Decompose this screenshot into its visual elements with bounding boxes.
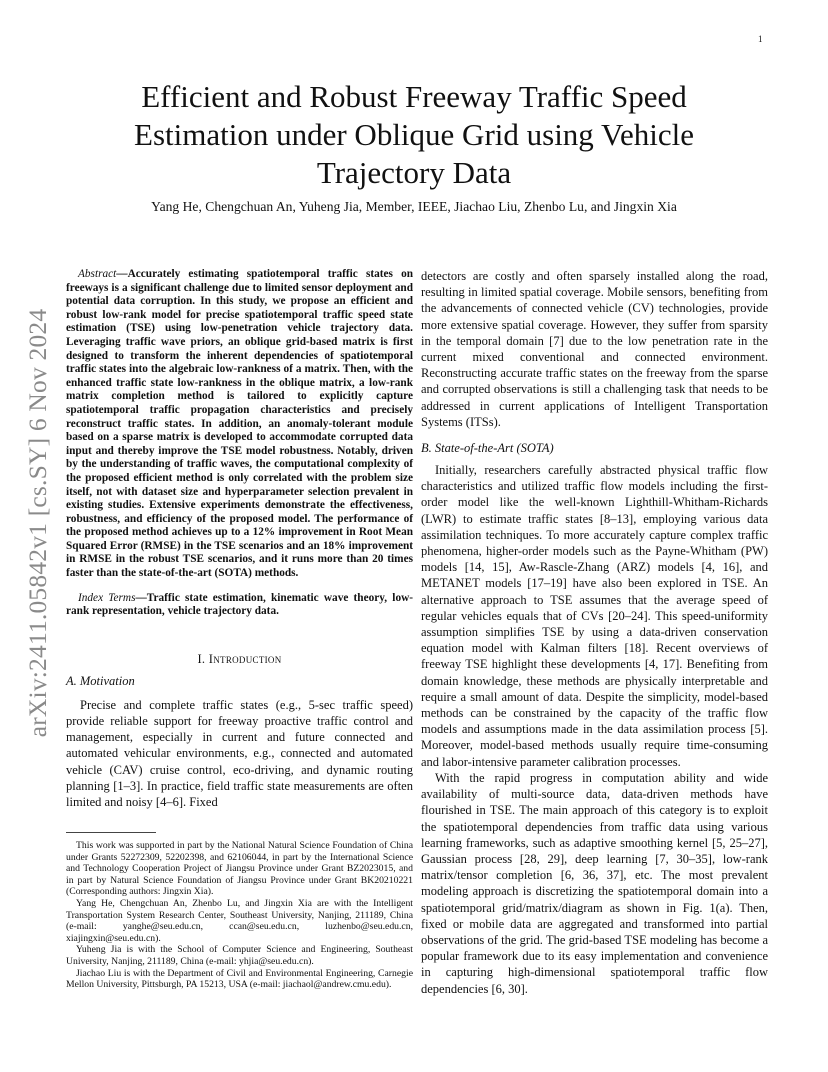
abstract-label: Abstract (78, 268, 117, 280)
subsection-heading-motivation: A. Motivation (66, 673, 135, 688)
index-terms-label: Index Terms (78, 591, 136, 604)
paper-title: Efficient and Robust Freeway Traffic Speed Estimation under Oblique Grid using Vehicle Trajectory Data (134, 79, 694, 190)
abstract (66, 268, 413, 581)
page-number: 1 (758, 34, 763, 44)
subsection-heading-sota: B. State-of-the-Art (SOTA) (421, 441, 554, 456)
footnote-affiliation-seu-its: Yang He, Chengchuan An, Zhenbo Lu, and Jingxin Xia are with the Intelligent Transportation System Research Center, Southeast University, Nanjing, 211189, China (e-mail: yanghe@seu.edu.cn, ccan@seu.edu.cn, luzhenbo@seu.edu.cn, xiajingxin@seu.edu.cn). (66, 897, 413, 944)
author-list: Yang He, Chengchuan An, Yuheng Jia, Member, IEEE, Jiachao Liu, Zhenbo Lu, and Jingxin Xia (151, 199, 677, 214)
paragraph-motivation: Precise and complete traffic states (e.g., 5-sec traffic speed) provide reliable support for freeway proactive traffic control and management, especially in current and future connected and automated vehicular environments, e.g., connected and automated vehicle (CAV) cruise control, eco-driving, and dynamic routing planning [1–3]. In practice, field traffic state measurements are often limited and noisy [4–6]. Fixed (66, 697, 413, 810)
paragraph-motivation-continued: detectors are costly and often sparsely installed along the road, resulting in limited spatial coverage. Mobile sensors, benefiting from the advancements of connected vehicle (CV) technologies, provide more extensive spatial coverage. However, they suffer from sparsity in the temporal domain [7] due to the low penetration rate in the current mixed conventional and connected environment. Reconstructing accurate traffic states on the freeway from the sparse and corrupted observations is still a challenging task that needs to be addressed in current applications of Intelligent Transportation Systems (ITSs). (421, 269, 768, 429)
left-column (66, 268, 413, 810)
footnotes (66, 840, 413, 991)
right-column (421, 268, 768, 997)
arxiv-identifier-watermark (18, 288, 58, 758)
footnote-funding: This work was supported in part by the National Natural Science Foundation of China under Grants 52272309, 52202398, and 62106044, in part by the International Science and Technology Cooperation Project of Jiangsu Province under Grant BZ2023015, and in part by Natural Science Foundation of Jiangsu Province under Grant BK20210221 (Corresponding authors: Jingxin Xia). (66, 840, 413, 898)
index-terms-text: —Traffic state estimation, kinematic wave theory, low-rank representation, vehicle trajectory data. (66, 591, 414, 618)
abstract-text: —Accurately estimating spatiotemporal traffic states on freeways is a significant challenge due to limited sensor deployment and potential data corruption. In this study, we propose an efficient and robust low-rank model for precise spatiotemporal traffic speed state estimation (TSE) using low-penetration vehicle trajectory data. Leveraging traffic wave priors, an oblique grid-based matrix is first designed to transform the inherent dependencies of spatiotemporal traffic states into the algebraic low-rankness of a matrix. Then, with the enhanced traffic state low-rankness in the oblique matrix, a low-rank matrix completion method is tailored to explicitly capture spatiotemporal traffic propagation characteristics and precisely reconstruct traffic states. In addition, an anomaly-tolerant module based on a sparse matrix is developed to accommodate corrupted data input and thereby improve the TSE model robustness. Notably, driven by the understanding of traffic waves, the computational complexity of the proposed efficient method is only correlated with the problem size itself, not with dataset size and hyperparameter selection prevalent in existing studies. Extensive experiments demonstrate the effectiveness, robustness, and efficiency of the proposed model. The performance of the proposed method achieves up to a 12% improvement in Root Mean Squared Error (RMSE) in the TSE scenarios and an 18% improvement in RMSE in the robust TSE scenarios, and it runs more than 20 times faster than the state-of-the-art (SOTA) methods. (66, 268, 413, 580)
arxiv-id-text: arXiv:2411.05842v1 [cs.SY] 6 Nov 2024 (23, 308, 52, 738)
section-heading-introduction: I. Introduction (197, 651, 282, 666)
index-terms (66, 592, 413, 619)
footnote-affiliation-cmu: Jiachao Liu is with the Department of Civil and Environmental Engineering, Carnegie Mellon University, Pittsburgh, PA 15213, USA (e-mail: jiachaol@andrew.cmu.edu). (66, 967, 413, 991)
paragraph-model-based: Initially, researchers carefully abstracted physical traffic flow characteristics and utilized traffic flow models including the first-order model like the well-known Lighthill-Whitham-Richards (LWR) to estimate traffic states [8–13], employing various data assimilation techniques. To more accurately capture complex traffic phenomena, higher-order models such as the Payne-Whitham (PW) models [14, 15], Aw-Rascle-Zhang (ARZ) models [4, 16], and METANET models [17–19] have also been explored in TSE. An alternative approach to TSE assumes that the average speed of regular vehicles equals that of CVs [20–24]. This speed-uniformity assumption simplifies TSE by using a data-driven conservation equation model with Kalman filters [18]. Recent overviews of freeway TSE highlight these developments [4, 17]. Benefiting from domain knowledge, these methods are physically interpretable and require a small amount of data. Despite the simplicity, model-based methods can be constrained by the capacity of the traffic flow models and assumptions made in the data assimilation process [5]. Moreover, model-based methods usually require time-consuming and labor-intensive parameter calibration processes. (421, 463, 768, 769)
paragraph-data-driven: With the rapid progress in computation ability and wide availability of multi-source data, data-driven methods have flourished in TSE. The main approach of this category is to exploit the spatiotemporal dependencies from traffic data using various learning frameworks, such as adaptive smoothing kernel [5, 25–27], Gaussian process [28, 29], deep learning [7, 30–35], low-rank matrix/tensor completion [6, 36, 37], etc. The most prevalent modeling approach is discretizing the spatiotemporal domain into a spatiotemporal grid/matrix/diagram as shown in Fig. 1(a). Then, fixed or mobile data are aggregated and transformed into partial observations of the grid. The grid-based TSE modeling has become a popular framework due to its easy implementation and convenience in capturing high-dimensional spatiotemporal traffic flow dependencies [6, 30]. (421, 770, 768, 996)
footnote-affiliation-seu-cse: Yuheng Jia is with the School of Computer Science and Engineering, Southeast University, Nanjing, 211189, China (e-mail: yhjia@seu.edu.cn). (66, 944, 413, 967)
footnote-divider (66, 832, 156, 833)
